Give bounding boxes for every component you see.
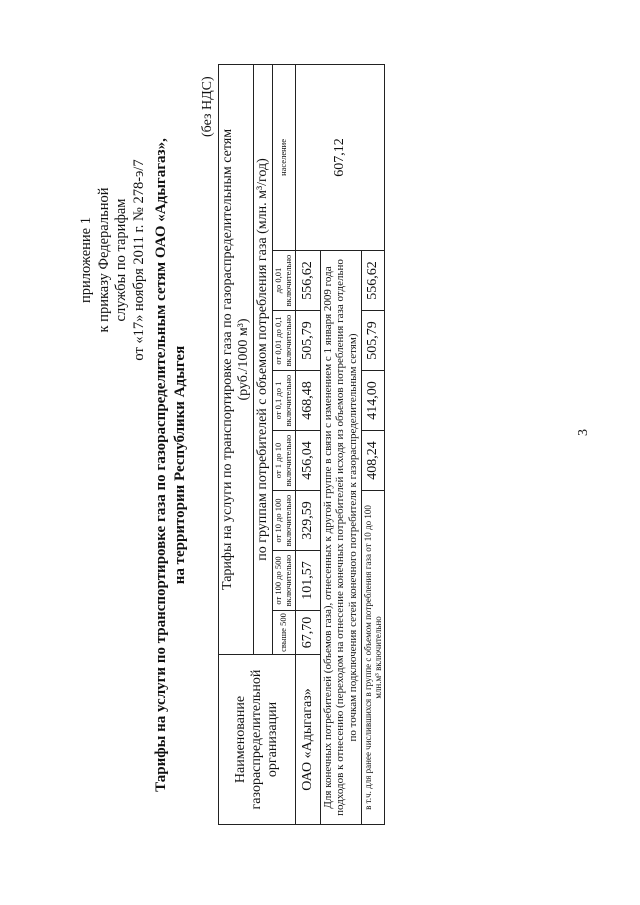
appendix-line: службы по тарифам bbox=[113, 198, 129, 322]
tariff-table bbox=[218, 64, 385, 825]
tariff-value: 101,57 bbox=[295, 551, 320, 611]
sub-row-value: 505,79 bbox=[361, 311, 385, 371]
sub-row-value: 408,24 bbox=[361, 431, 385, 491]
group-header: от 10 до 100 включительно bbox=[273, 491, 296, 551]
group-header: до 0,01 включительно bbox=[273, 251, 296, 311]
sub-row-label: в т.ч. для ранее числившихся в группе с объемом потребления газа от 10 до 100 млн.м³ включительно bbox=[361, 491, 385, 825]
group-header: свыше 500 bbox=[273, 611, 296, 655]
tariffs-header-unit: (руб./1000 м³) bbox=[236, 318, 252, 401]
note-row: Для конечных потребителей (объемов газа), отнесенных к другой группе в связи с изменением с 1 января 2009 года подходов к отнесению (переходом на отнесение конечных потребителей исходя из объемов потребления газа отдельно по точкам подключения сетей конечного потребителя к газораспределительным сетям) bbox=[320, 251, 361, 825]
vat-note: (без НДС) bbox=[200, 76, 215, 137]
tariff-value: 468,48 bbox=[295, 371, 320, 431]
group-header: от 1 до 10 включительно bbox=[273, 431, 296, 491]
column-header-groups: по группам потребителей с объемом потребления газа (млн. м³/год) bbox=[254, 64, 273, 654]
group-header: от 0,1 до 1 включительно bbox=[273, 371, 296, 431]
group-header: от 100 до 500 включительно bbox=[273, 551, 296, 611]
appendix-block bbox=[78, 135, 148, 385]
tariff-value: 67,70 bbox=[295, 611, 320, 655]
group-header: население bbox=[273, 64, 296, 250]
appendix-line: к приказу Федеральной bbox=[95, 187, 112, 333]
page-number: 3 bbox=[576, 429, 591, 436]
sub-row-value: 414,00 bbox=[361, 371, 385, 431]
column-header-tariffs bbox=[219, 64, 254, 654]
tariff-value: 456,04 bbox=[295, 431, 320, 491]
column-header-organization: Наименование газораспределительной организации bbox=[219, 655, 296, 825]
organization-name: ОАО «Адыгагаз» bbox=[295, 655, 320, 825]
title-line: на территории Республики Адыгея bbox=[172, 345, 188, 585]
tariff-value: 329,59 bbox=[295, 491, 320, 551]
document-title bbox=[152, 85, 190, 845]
population-tariff: 607,12 bbox=[295, 64, 385, 250]
tariffs-header-line: Тарифы на услуги по транспортировке газа по газораспределительным сетям bbox=[220, 128, 235, 590]
group-header: от 0,01 до 0,1 включительно bbox=[273, 311, 296, 371]
title-line: Тарифы на услуги по транспортировке газа по газораспределительным сетям ОАО «Адыгагаз», bbox=[153, 138, 169, 792]
sub-row-value: 556,62 bbox=[361, 251, 385, 311]
tariff-value: 556,62 bbox=[295, 251, 320, 311]
tariff-value: 505,79 bbox=[295, 311, 320, 371]
appendix-line: от «17» ноября 2011 г. № 278-э/7 bbox=[130, 159, 147, 361]
appendix-line: приложение 1 bbox=[78, 217, 94, 303]
